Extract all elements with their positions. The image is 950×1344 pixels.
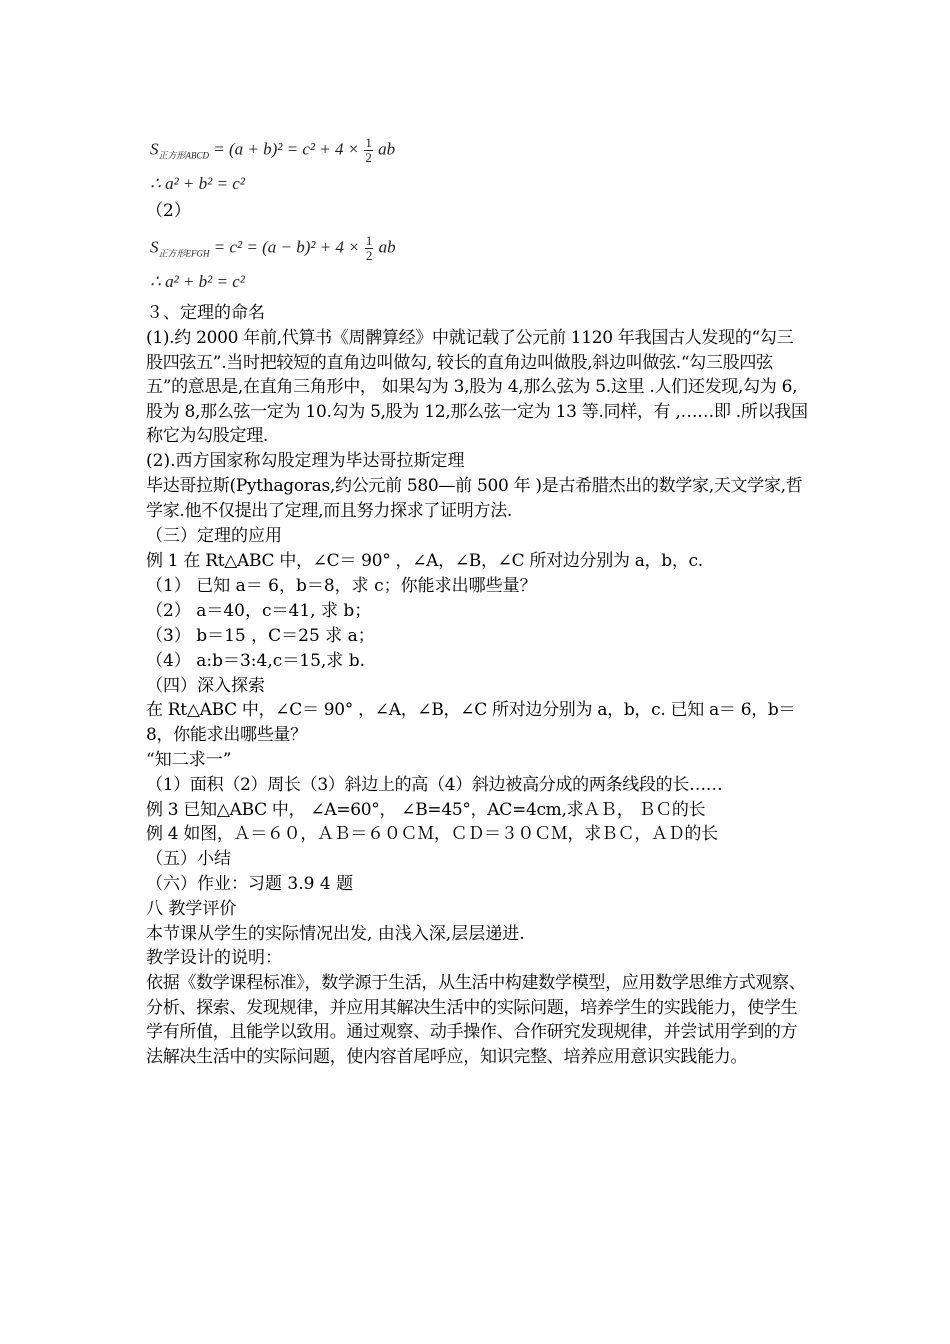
formula-expression: = c² = (a − b)² + 4 × xyxy=(213,237,360,257)
formula-tail: ab xyxy=(378,237,396,257)
example-1-statement: 例 1 在 Rt△ABC 中，∠C＝ 90° ，∠A，∠B，∠C 所对边分别为 a，b，c. xyxy=(146,551,703,571)
formula-expression: = (a + b)² = c² + 4 × xyxy=(213,139,360,159)
fraction xyxy=(365,234,374,263)
paragraph-pythagoras: 毕达哥拉斯(Pythagoras,约公元前 580—前 500 年 )是古希腊杰出的数学家,天文学家,哲学家.他不仅提出了定理,而且努力探求了证明方法. xyxy=(146,476,803,521)
paragraph-explore: 在 Rt△ABC 中，∠C＝ 90° ，∠A，∠B，∠C 所对边分别为 a，b，c. 已知 a＝ 6，b＝8，你能求出哪些量？ xyxy=(146,700,796,745)
formula-subscript: 正方形ABCD xyxy=(158,150,209,161)
line-know-two-find-one: “知二求一” xyxy=(146,750,232,770)
paragraph-design-notes: 依据《数学课程标准》，数学源于生活，从生活中构建数学模型，应用数学思维方式观察、分析、探索、发现规律，并应用其解决生活中的实际问题，培养学生的实践能力，使学生学有所值，且能学以致用。通过观察、动手操作、合作研究发现规律，并尝试用学到的方法解决生活中的实际问题，使内容首尾呼应，知识完整、培养应用意识实践能力。 xyxy=(146,973,806,1067)
formula-square-efgh xyxy=(150,234,396,263)
fraction xyxy=(364,136,373,165)
fraction-numerator: 1 xyxy=(365,135,372,150)
fraction-denominator: 2 xyxy=(365,248,373,263)
example-4: 例 4 如图，Ａ＝６０，ＡＢ＝６０ＣＭ，ＣＤ＝３０ＣＭ，求ＢＣ，ＡＤ的长 xyxy=(146,824,718,844)
line-quantities-list: （1）面积（2）周长（3）斜边上的高（4）斜边被高分成的两条线段的长…… xyxy=(146,775,723,795)
section-heading-explore: （四）深入探索 xyxy=(146,676,265,696)
fraction-numerator: 1 xyxy=(365,233,373,248)
formula-square-abcd xyxy=(150,136,395,165)
line-pythagoras-title: (2).西方国家称勾股定理为毕达哥拉斯定理 xyxy=(146,451,465,471)
formula-symbol: S xyxy=(150,237,159,257)
paragraph-gougu-history: (1).约 2000 年前,代算书《周髀算经》中就记载了公元前 1120 年我国古人发现的“勾三股四弦五”.当时把较短的直角边叫做勾, 较长的直角边叫做股,斜边叫做弦.“勾三股四弦五”的意思是,在直角三角形中， 如果勾为 3,股为 4,那么弦为 5.这里 .人们还发现,勾为 6,股为 8,那么弦一定为 10.勾为 5,股为 12,那么弦一定为 13 等.同样，有 ,……即 .所以我国称它为勾股定理. xyxy=(146,328,808,446)
section-heading-theorem-naming: ３、定理的命名 xyxy=(146,303,265,323)
formula-conclusion-2: ∴ a² + b² = c² xyxy=(150,272,245,291)
example-1-question-1: （1） 已知 a＝ 6，b＝8，求 c；你能求出哪些量？ xyxy=(146,576,537,596)
example-1-question-3: （3） b＝15 ，C＝25 求 a； xyxy=(146,626,375,646)
formula-tail: ab xyxy=(378,139,396,159)
formula-conclusion-1: ∴ a² + b² = c² xyxy=(150,174,245,193)
formula-subscript: 正方形EFGH xyxy=(158,248,210,259)
line-evaluation: 本节课从学生的实际情况出发, 由浅入深,层层递进. xyxy=(146,924,525,944)
formula-symbol: S xyxy=(150,139,159,159)
section-heading-evaluation: 八 教学评价 xyxy=(146,899,237,919)
label-case-2: （2） xyxy=(146,201,191,221)
section-heading-application: （三）定理的应用 xyxy=(146,526,282,546)
fraction-denominator: 2 xyxy=(365,150,372,165)
example-1-question-4: （4） a:b＝3:4,c＝15,求 b. xyxy=(146,651,365,671)
example-3: 例 3 已知△ABC 中， ∠A=60°， ∠B=45°，AC=4cm,求ＡＢ， ＢＣ的长 xyxy=(146,800,706,820)
section-heading-summary: （五）小结 xyxy=(146,849,231,869)
line-homework: （六）作业：习题 3.9 4 题 xyxy=(146,874,354,894)
line-design-notes-heading: 教学设计的说明： xyxy=(146,948,282,968)
example-1-question-2: （2） a＝40，c＝41, 求 b； xyxy=(146,601,372,621)
